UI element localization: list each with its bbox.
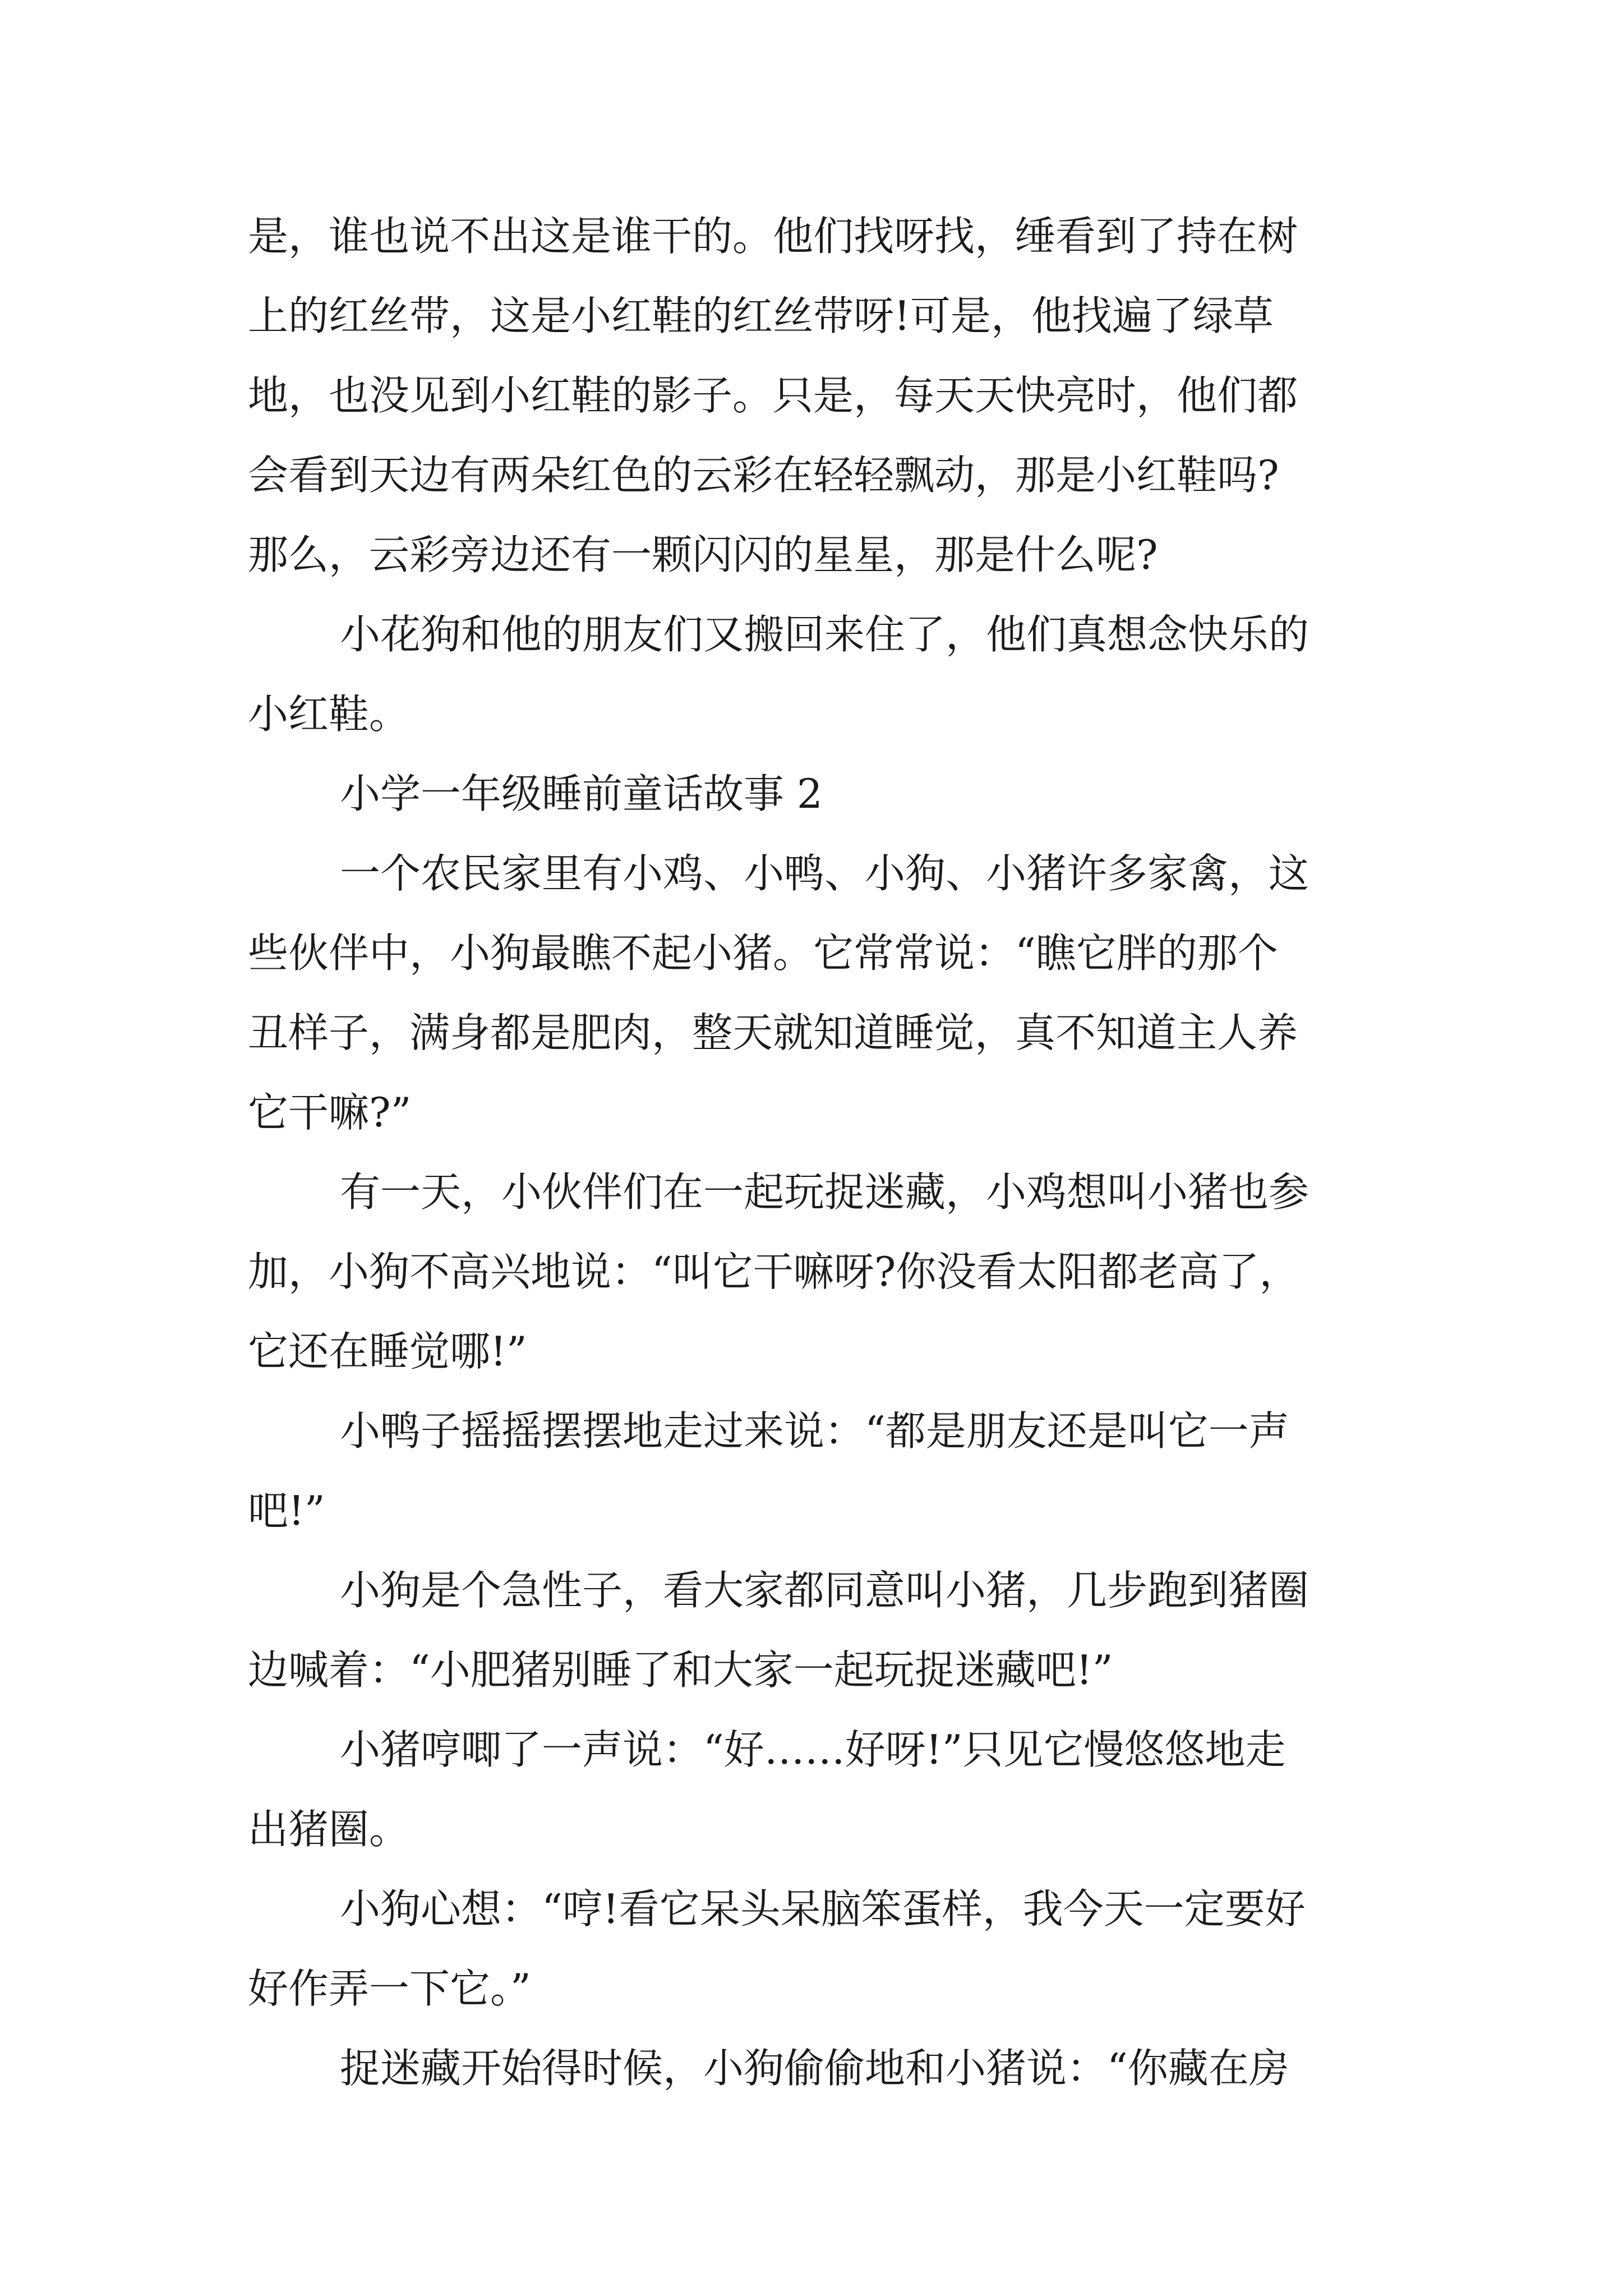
text-line: 小狗是个急性子，看大家都同意叫小猪，几步跑到猪圈: [340, 1567, 1310, 1614]
text-line: 丑样子，满身都是肥肉，整天就知道睡觉，真不知道主人养: [248, 1009, 1298, 1056]
text-line: 小红鞋。: [248, 691, 410, 738]
text-line: 是，谁也说不出这是谁干的。他们找呀找，缍看到了持在树: [248, 213, 1298, 260]
text-line: 些伙伴中，小狗最瞧不起小猪。它常常说：“瞧它胖的那个: [248, 930, 1278, 977]
text-line: 捉迷藏开始得时候，小狗偷偷地和小猪说：“你藏在房: [340, 2045, 1289, 2092]
text-line: 小狗心想：“哼!看它呆头呆脑笨蛋样，我今天一定要好: [340, 1885, 1306, 1932]
text-line: 地，也没见到小红鞋的影子。只是，每天天快亮时，他们都: [248, 372, 1298, 419]
text-line: 一个农民家里有小鸡、小鸭、小狗、小猪许多家禽，这: [340, 850, 1310, 897]
text-line: 它还在睡觉哪!”: [248, 1328, 527, 1375]
text-line: 有一天，小伙伴们在一起玩捉迷藏，小鸡想叫小猪也参: [340, 1168, 1310, 1216]
text-line: 它干嘛?”: [248, 1089, 412, 1136]
text-line: 出猪圈。: [248, 1806, 410, 1853]
text-line: 小鸭子摇摇摆摆地走过来说：“都是朋友还是叫它一声: [340, 1407, 1289, 1455]
text-line: 小学一年级睡前童话故事 2: [340, 770, 823, 817]
text-line: 会看到天边有两朵红色的云彩在轻轻飘动，那是小红鞋吗?: [248, 452, 1279, 499]
text-line: 小猪哼唧了一声说：“好……好呀!”只见它慢悠悠地走: [340, 1726, 1286, 1773]
text-line: 好作弄一下它。”: [248, 1965, 531, 2012]
text-line: 上的红丝带，这是小红鞋的红丝带呀!可是，他找遍了绿草: [248, 292, 1274, 339]
body-text: [248, 196, 1386, 2108]
text-line: 吧!”: [248, 1487, 325, 1534]
text-line: 小花狗和他的朋友们又搬回来住了，他们真想念快乐的: [340, 611, 1310, 658]
text-line: 那么，云彩旁边还有一颗闪闪的星星，那是什么呢?: [248, 531, 1158, 578]
text-line: 边喊着：“小肥猪别睡了和大家一起玩捉迷藏吧!”: [248, 1646, 1113, 1694]
text-line: 加，小狗不高兴地说：“叫它干嘛呀?你没看太阳都老高了，: [248, 1248, 1300, 1295]
